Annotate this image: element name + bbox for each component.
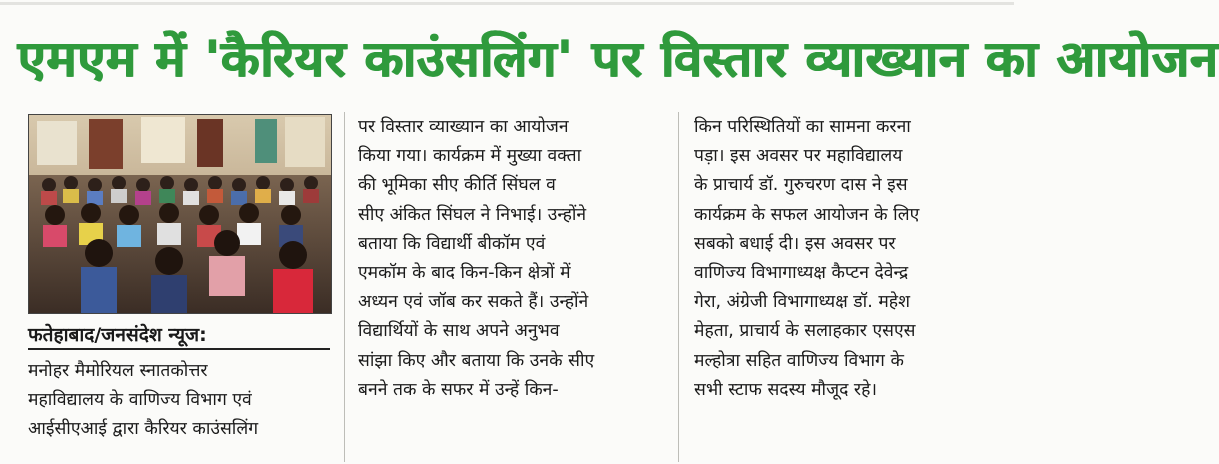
article-line: गेरा, अंग्रेजी विभागाध्यक्ष डॉ. महेश (694, 292, 910, 313)
article-line: कार्यक्रम के सफल आयोजन के लिए (694, 204, 920, 225)
article-line: मनोहर मैमोरियल स्नातकोत्तर (28, 361, 208, 381)
article-line: सभी स्टाफ सदस्य मौजूद रहे। (694, 379, 878, 400)
article-line: पर विस्तार व्याख्यान का आयोजन (358, 117, 569, 137)
article-line: मेहता, प्राचार्य के सलाहकार एसएस (694, 321, 916, 342)
article-line: सांझा किए और बताया कि उनके सीए (358, 350, 595, 371)
article-line: आईसीएआई द्वारा कैरियर काउंसलिंग (28, 419, 259, 440)
article-line: की भूमिका सीए कीर्ति सिंघल व (358, 175, 556, 196)
article-line: मल्होत्रा सहित वाणिज्य विभाग के (694, 350, 904, 371)
article-line: सीए अंकित सिंघल ने निभाई। उन्होंने (358, 204, 587, 225)
article-line: सबको बधाई दी। इस अवसर पर (694, 233, 896, 254)
audience-photo-illustration (29, 115, 331, 313)
column-divider (344, 112, 345, 462)
article-line: के प्राचार्य डॉ. गुरुचरण दास ने इस (694, 175, 908, 196)
article-line: बनने तक के सफर में उन्हें किन- (358, 379, 559, 400)
article-column-2 (358, 113, 660, 405)
article-line: एमकॉम के बाद किन-किन क्षेत्रों में (358, 262, 571, 283)
article-line: किन परिस्थितियों का सामना करना (694, 117, 911, 137)
article-line: पड़ा। इस अवसर पर महाविद्यालय (694, 146, 903, 167)
article-line: महाविद्यालय के वाणिज्य विभाग एवं (28, 390, 252, 411)
article-column-1 (28, 357, 330, 445)
event-photo (28, 114, 332, 314)
article-line: वाणिज्य विभागाध्यक्ष कैप्टन देवेन्द्र (694, 262, 909, 283)
article-line: किया गया। कार्यक्रम में मुख्या वक्ता (358, 146, 582, 167)
article-column-3 (694, 113, 994, 405)
column-divider (678, 112, 679, 462)
article-line: विद्यार्थियों के साथ अपने अनुभव (358, 321, 560, 342)
article-line: बताया कि विद्यार्थी बीकॉम एवं (358, 233, 546, 254)
byline: फतेहाबाद/जनसंदेश न्यूज: (28, 322, 330, 350)
headline: एमएम में 'कैरियर काउंसलिंग' पर विस्तार व्याख्यान का आयोजन (18, 30, 1219, 88)
article-line: अध्यन एवं जॉब कर सकते हैं। उन्होंने (358, 292, 589, 313)
top-rule (0, 2, 1014, 5)
